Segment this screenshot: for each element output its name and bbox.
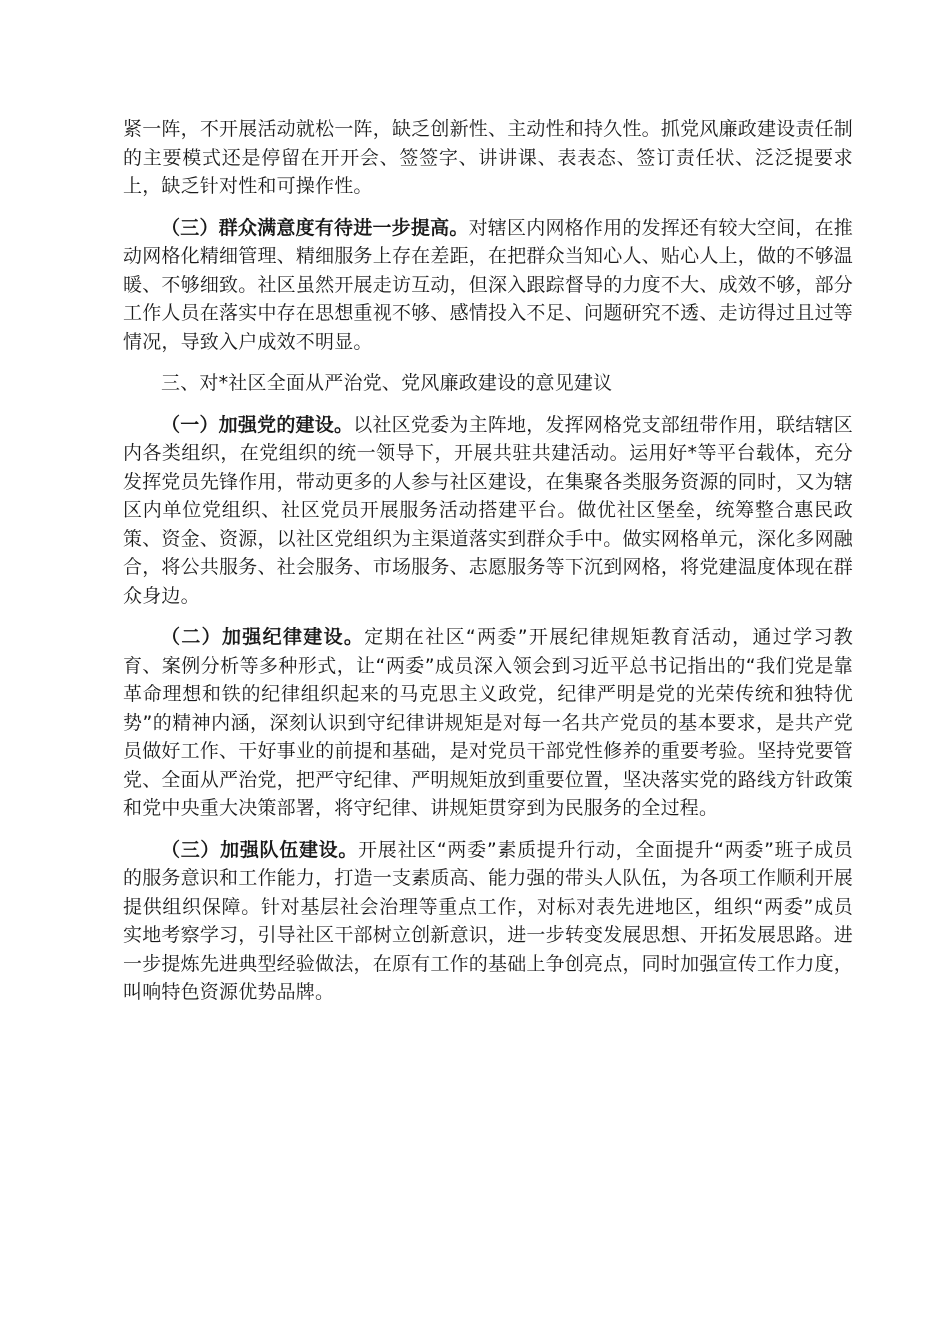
paragraph-team-building — [123, 836, 853, 1007]
section-heading-text: 三、对*社区全面从严治党、党风廉政建设的意见建议 — [161, 372, 613, 394]
paragraph-lead: （一）加强党的建设。 — [161, 413, 354, 436]
paragraph-continuation — [123, 115, 853, 201]
paragraph-text: 对辖区内网格作用的发挥还有较大空间，在推动网格化精细管理、精细服务上存在差距，在把群众当知心人、贴心人上，做的不够温暖、不够细致。社区虽然开展走访互动，但深入跟踪督导的力度不大、成效不够，部分工作人员在落实中存在思想重视不够、感情投入不足、问题研究不透、走访得过且过等情况，导致入户成效不明显。 — [123, 216, 853, 353]
paragraph-satisfaction — [123, 214, 853, 357]
paragraph-lead: （三）加强队伍建设。 — [161, 838, 359, 861]
paragraph-lead: （二）加强纪律建设。 — [161, 626, 365, 648]
paragraph-text: 定期在社区“两委”开展纪律规矩教育活动，通过学习教育、案例分析等多种形式，让“两委”成员深入领会到习近平总书记指出的“我们党是靠革命理想和铁的纪律组织起来的马克思主义政党，纪律严明是党的光荣传统和独特优势”的精神内涵，深刻认识到守纪律讲规矩是对每一名共产党员的基本要求，是共产党员做好工作、干好事业的前提和基础，是对党员干部党性修养的重要考验。坚持党要管党、全面从严治党，把严守纪律、严明规矩放到重要位置，坚决落实党的路线方针政策和党中央重大决策部署，将守纪律、讲规矩贯穿到为民服务的全过程。 — [123, 626, 853, 819]
document-body — [123, 115, 853, 1020]
paragraph-text: 以社区党委为主阵地，发挥网格党支部纽带作用，联结辖区内各类组织，在党组织的统一领导下，开展共驻共建活动。运用好*等平台载体，充分发挥党员先锋作用，带动更多的人参与社区建设，在集聚各类服务资源的同时，又为辖区内单位党组织、社区党员开展服务活动搭建平台。做优社区堡垒，统筹整合惠民政策、资金、资源，以社区党组织为主渠道落实到群众手中。做实网格单元，深化多网融合，将公共服务、社会服务、市场服务、志愿服务等下沉到网格，将党建温度体现在群众身边。 — [123, 413, 853, 607]
paragraph-text: 紧一阵，不开展活动就松一阵，缺乏创新性、主动性和持久性。抓党风廉政建设责任制的主要模式还是停留在开开会、签签字、讲讲课、表表态、签订责任状、泛泛提要求上，缺乏针对性和可操作性。 — [123, 118, 853, 197]
paragraph-text: 开展社区“两委”素质提升行动，全面提升“两委”班子成员的服务意识和工作能力，打造一支素质高、能力强的带头人队伍，为各项工作顺利开展提供组织保障。针对基层社会治理等重点工作，对标对表先进地区，组织“两委”成员实地考察学习，引导社区干部树立创新意识，进一步转变发展思想、开拓发展思路。进一步提炼先进典型经验做法，在原有工作的基础上争创亮点，同时加强宣传工作力度，叫响特色资源优势品牌。 — [123, 838, 853, 1003]
section-heading — [123, 369, 853, 398]
paragraph-discipline-building — [123, 623, 853, 823]
paragraph-party-building — [123, 411, 853, 611]
paragraph-lead: （三）群众满意度有待进一步提高。 — [161, 216, 469, 239]
